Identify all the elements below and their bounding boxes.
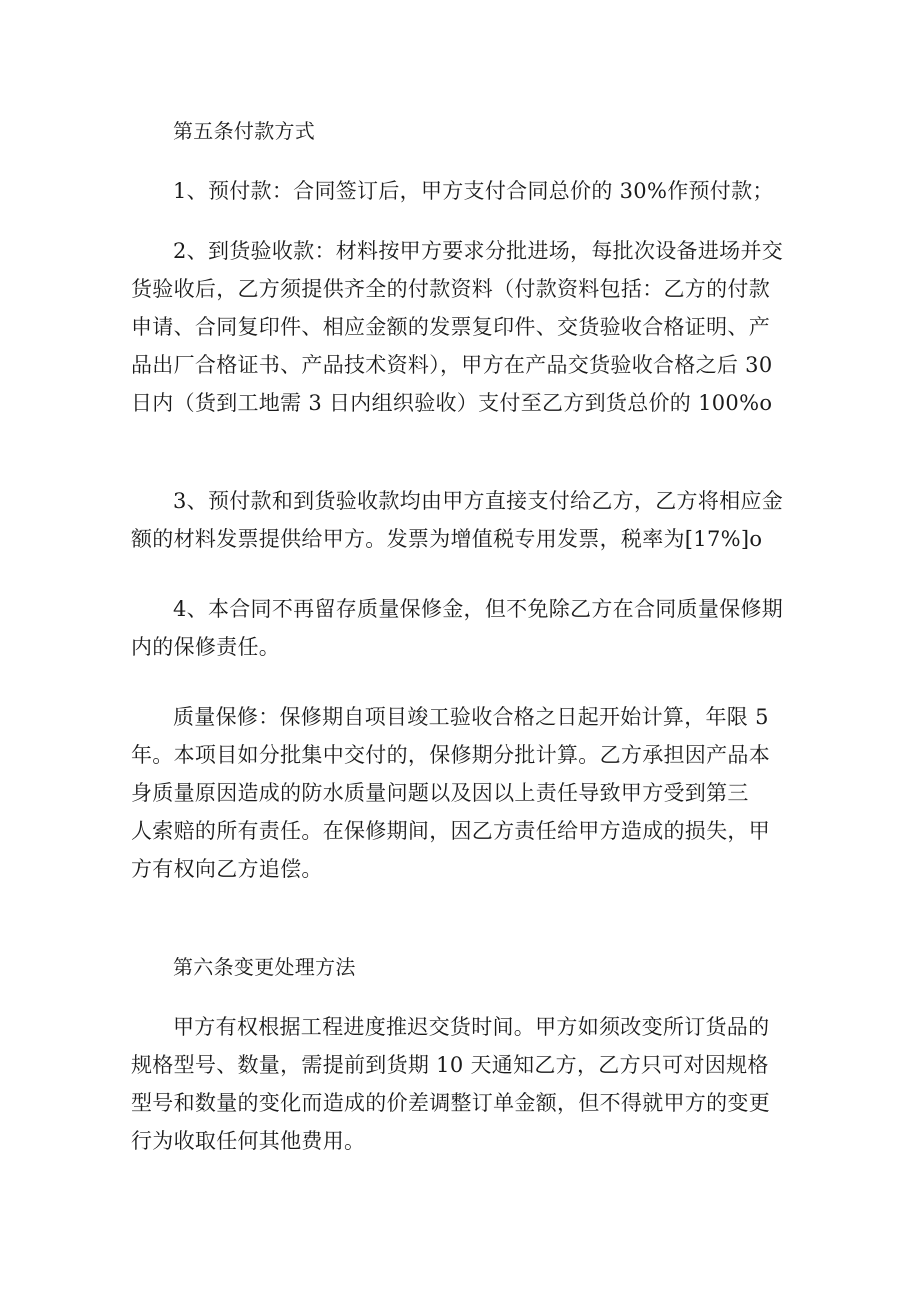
paragraph-line: 内的保修责任。 xyxy=(131,635,281,659)
paragraph-line: 人索赔的所有责任。在保修期间，因乙方责任给甲方造成的损失，甲 xyxy=(131,819,770,843)
section-5-title: 第五条付款方式 xyxy=(173,119,316,143)
paragraph-line: 型号和数量的变化而造成的价差调整订单金额，但不得就甲方的变更 xyxy=(131,1091,770,1115)
paragraph-line: 行为收取任何其他费用。 xyxy=(131,1129,366,1153)
paragraph-line: 3、预付款和到货验收款均由甲方直接支付给乙方，乙方将相应金 xyxy=(173,489,784,513)
paragraph-line: 日内（货到工地需 3 日内组织验收）支付至乙方到货总价的 100%o xyxy=(131,391,773,415)
paragraph-retention xyxy=(131,590,783,666)
paragraph-line: 规格型号、数量，需提前到货期 10 天通知乙方，乙方只可对因规格 xyxy=(131,1053,769,1077)
paragraph-line: 甲方有权根据工程进度推迟交货时间。甲方如须改变所订货品的 xyxy=(173,1015,770,1039)
paragraph-line: 货验收后，乙方须提供齐全的付款资料（付款资料包括：乙方的付款 xyxy=(131,277,770,301)
paragraph-change-handling xyxy=(131,1008,783,1160)
paragraph-warranty xyxy=(131,698,783,888)
paragraph-line: 4、本合同不再留存质量保修金，但不免除乙方在合同质量保修期 xyxy=(173,597,784,621)
paragraph-line: 额的材料发票提供给甲方。发票为增值税专用发票，税率为[17%]o xyxy=(131,527,763,551)
paragraph-line: 质量保修：保修期自项目竣工验收合格之日起开始计算，年限 5 xyxy=(173,705,769,729)
paragraph-delivery-acceptance xyxy=(131,232,783,422)
paragraph-line: 方有权向乙方追偿。 xyxy=(131,857,323,881)
section-6-heading xyxy=(173,948,825,986)
paragraph-line: 身质量原因造成的防水质量问题以及因以上责任导致甲方受到第三 xyxy=(131,781,749,805)
paragraph-line: 年。本项目如分批集中交付的，保修期分批计算。乙方承担因产品本 xyxy=(131,743,770,767)
section-5-heading xyxy=(173,112,825,150)
paragraph-line: 品出厂合格证书、产品技术资料），甲方在产品交货验收合格之后 30 xyxy=(131,353,773,377)
paragraph-line: 2、到货验收款：材料按甲方要求分批进场，每批次设备进场并交 xyxy=(173,239,784,263)
paragraph-line: 1、预付款：合同签订后，甲方支付合同总价的 30%作预付款； xyxy=(173,179,774,203)
paragraph-line: 申请、合同复印件、相应金额的发票复印件、交货验收合格证明、产 xyxy=(131,315,770,339)
section-6-title: 第六条变更处理方法 xyxy=(173,955,356,979)
paragraph-prepayment xyxy=(173,172,825,210)
paragraph-direct-payment xyxy=(131,482,783,558)
